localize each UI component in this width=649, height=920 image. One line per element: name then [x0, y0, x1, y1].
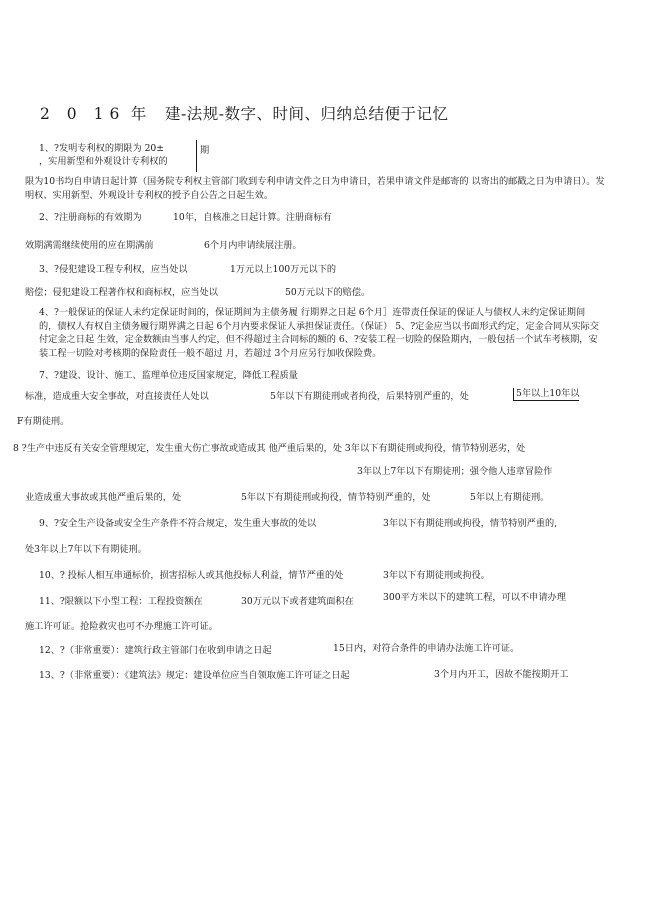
- item-1-line-b: ，实用新型和外观设计专利权的: [39, 156, 168, 167]
- item-2-line-d: 6个月内申请续展注册。: [204, 240, 302, 251]
- item-12-line-b: 15日内，对符合条件的申请办法施工许可证。: [333, 643, 520, 654]
- item-2-line-b: 10年，自核准之日起计算。注册商标有: [173, 212, 332, 223]
- item-9-line-c: 处3年以上7年以下有期徒刑。: [25, 544, 147, 555]
- page-title: [40, 104, 147, 124]
- item-8-line-b: 3年以上7年以下有期徒刑；强令他人违章冒险作: [357, 466, 553, 477]
- item-1-line-c: 期: [200, 145, 210, 156]
- item-7-line-c: 5年以下有期徒刑或者拘役，后果特别严重的，处: [270, 391, 469, 402]
- item-9-line-a: 9、?安全生产设备或安全生产条件不符合规定，发生重大事故的处以: [39, 518, 317, 529]
- item-8-line-d: 5年以下有期徒刑或拘役，情节特别严重的，处: [241, 492, 431, 503]
- item-1-paragraph: 限为10书均自申请日起计算（国务院专利权主管部门收到专利申请文件之日为申请日，若果申请文件是邮寄的 以寄出的邮戳之日为申请日）。发明权、实用新型、外观设计专利权的授予自公告之日起生效。: [25, 176, 605, 201]
- title-year: 2 0 16: [40, 105, 126, 123]
- item-8-line-c: 业造成重大事故或其他严重后果的，处: [25, 492, 182, 503]
- bracket-line: [196, 140, 197, 172]
- item-3-line-b: 1万元以上100万元以下的: [230, 264, 337, 275]
- item-11-line-d: 施工许可证。抢险救灾也可不办理施工许可证。: [25, 621, 218, 632]
- item-11-line-a: 11、?限额以下小型工程：工程投资额在: [39, 596, 203, 607]
- item-1-line-a: 1、?发明专利权的期限为 20±: [39, 143, 164, 154]
- item-2-line-a: 2、?注册商标的有效期为: [39, 212, 142, 223]
- item-3-line-d: 50万元以下的赔偿。: [285, 287, 371, 298]
- item-3-line-a: 3、?侵犯建设工程专利权，应当处以: [39, 264, 188, 275]
- item-7-line-d: 5年以上10年以: [513, 388, 579, 401]
- item-7-line-e: F有期徒刑。: [17, 416, 70, 427]
- item-8-line-a: 8 ?生产中违反有关安全管理规定，发生重大伤亡事故或造成其 他严重后果的，处 3年以下有期徒刑或拘役，情节特别恶劣，处: [13, 443, 526, 454]
- item-10-line-a: 10、? 投标人相互串通标价，损害招标人或其他投标人利益，情节严重的处: [39, 570, 344, 581]
- item-3-line-c: 赔偿；侵犯建设工程著作权和商标权，应当处以: [25, 287, 218, 298]
- item-11-line-c: 300平方米以下的建筑工程，可以不申请办理: [383, 592, 566, 603]
- item-8-line-e: 5年以上有期徒刑。: [470, 492, 550, 503]
- item-13-line-b: 3个月内开工，因故不能按期开工: [434, 669, 569, 680]
- item-10-line-b: 3年以下有期徒刑或拘役。: [383, 570, 490, 581]
- item-13-line-a: 13、?（非常重要）：《建筑法》规定：建设单位应当自领取施工许可证之日起: [39, 670, 350, 681]
- item-11-line-b: 30万元以下或者建筑面积在: [241, 596, 354, 607]
- title-year-suffix: 年: [130, 105, 147, 123]
- item-9-line-b: 3年以下有期徒刑或拘役，情节特别严重的,: [383, 518, 558, 529]
- item-7-line-a: 7、?建设、设计、施工、监理单位违反国家规定，降低工程质量: [39, 370, 298, 381]
- title-text: 建-法规-数字、时间、归纳总结便于记忆: [165, 105, 449, 123]
- item-2-line-c: 效期满需继续使用的应在期满前: [25, 240, 154, 251]
- item-4-paragraph: 4、?一般保证的保证人未约定保证时间的，保证期间为主债务履 行期界之日起 6个月］连带责任保证的保证人与债权人未约定保证期间的，债权人有权自主债务履行期界满之日起 6个月内要求保证人承担保证责任。（保证） 5、?定金应当以书面形式约定，定金合同从实际交付定金之日起 生效，定金数额由当事人约定，但不得超过主合同标的额的 6、?安装工程一切险的保险期内，一般包括一个试车考核期，安装工程一切险对考核期的保险责任一般不超过 月，若超过 3个月应另行加收保险费。: [39, 307, 599, 359]
- item-12-line-a: 12、?（非常重要）：建筑行政主管部门在收到申请之日起: [39, 645, 272, 656]
- item-7-line-b: 标准，造成重大安全事故，对直接责任人处以: [25, 391, 209, 402]
